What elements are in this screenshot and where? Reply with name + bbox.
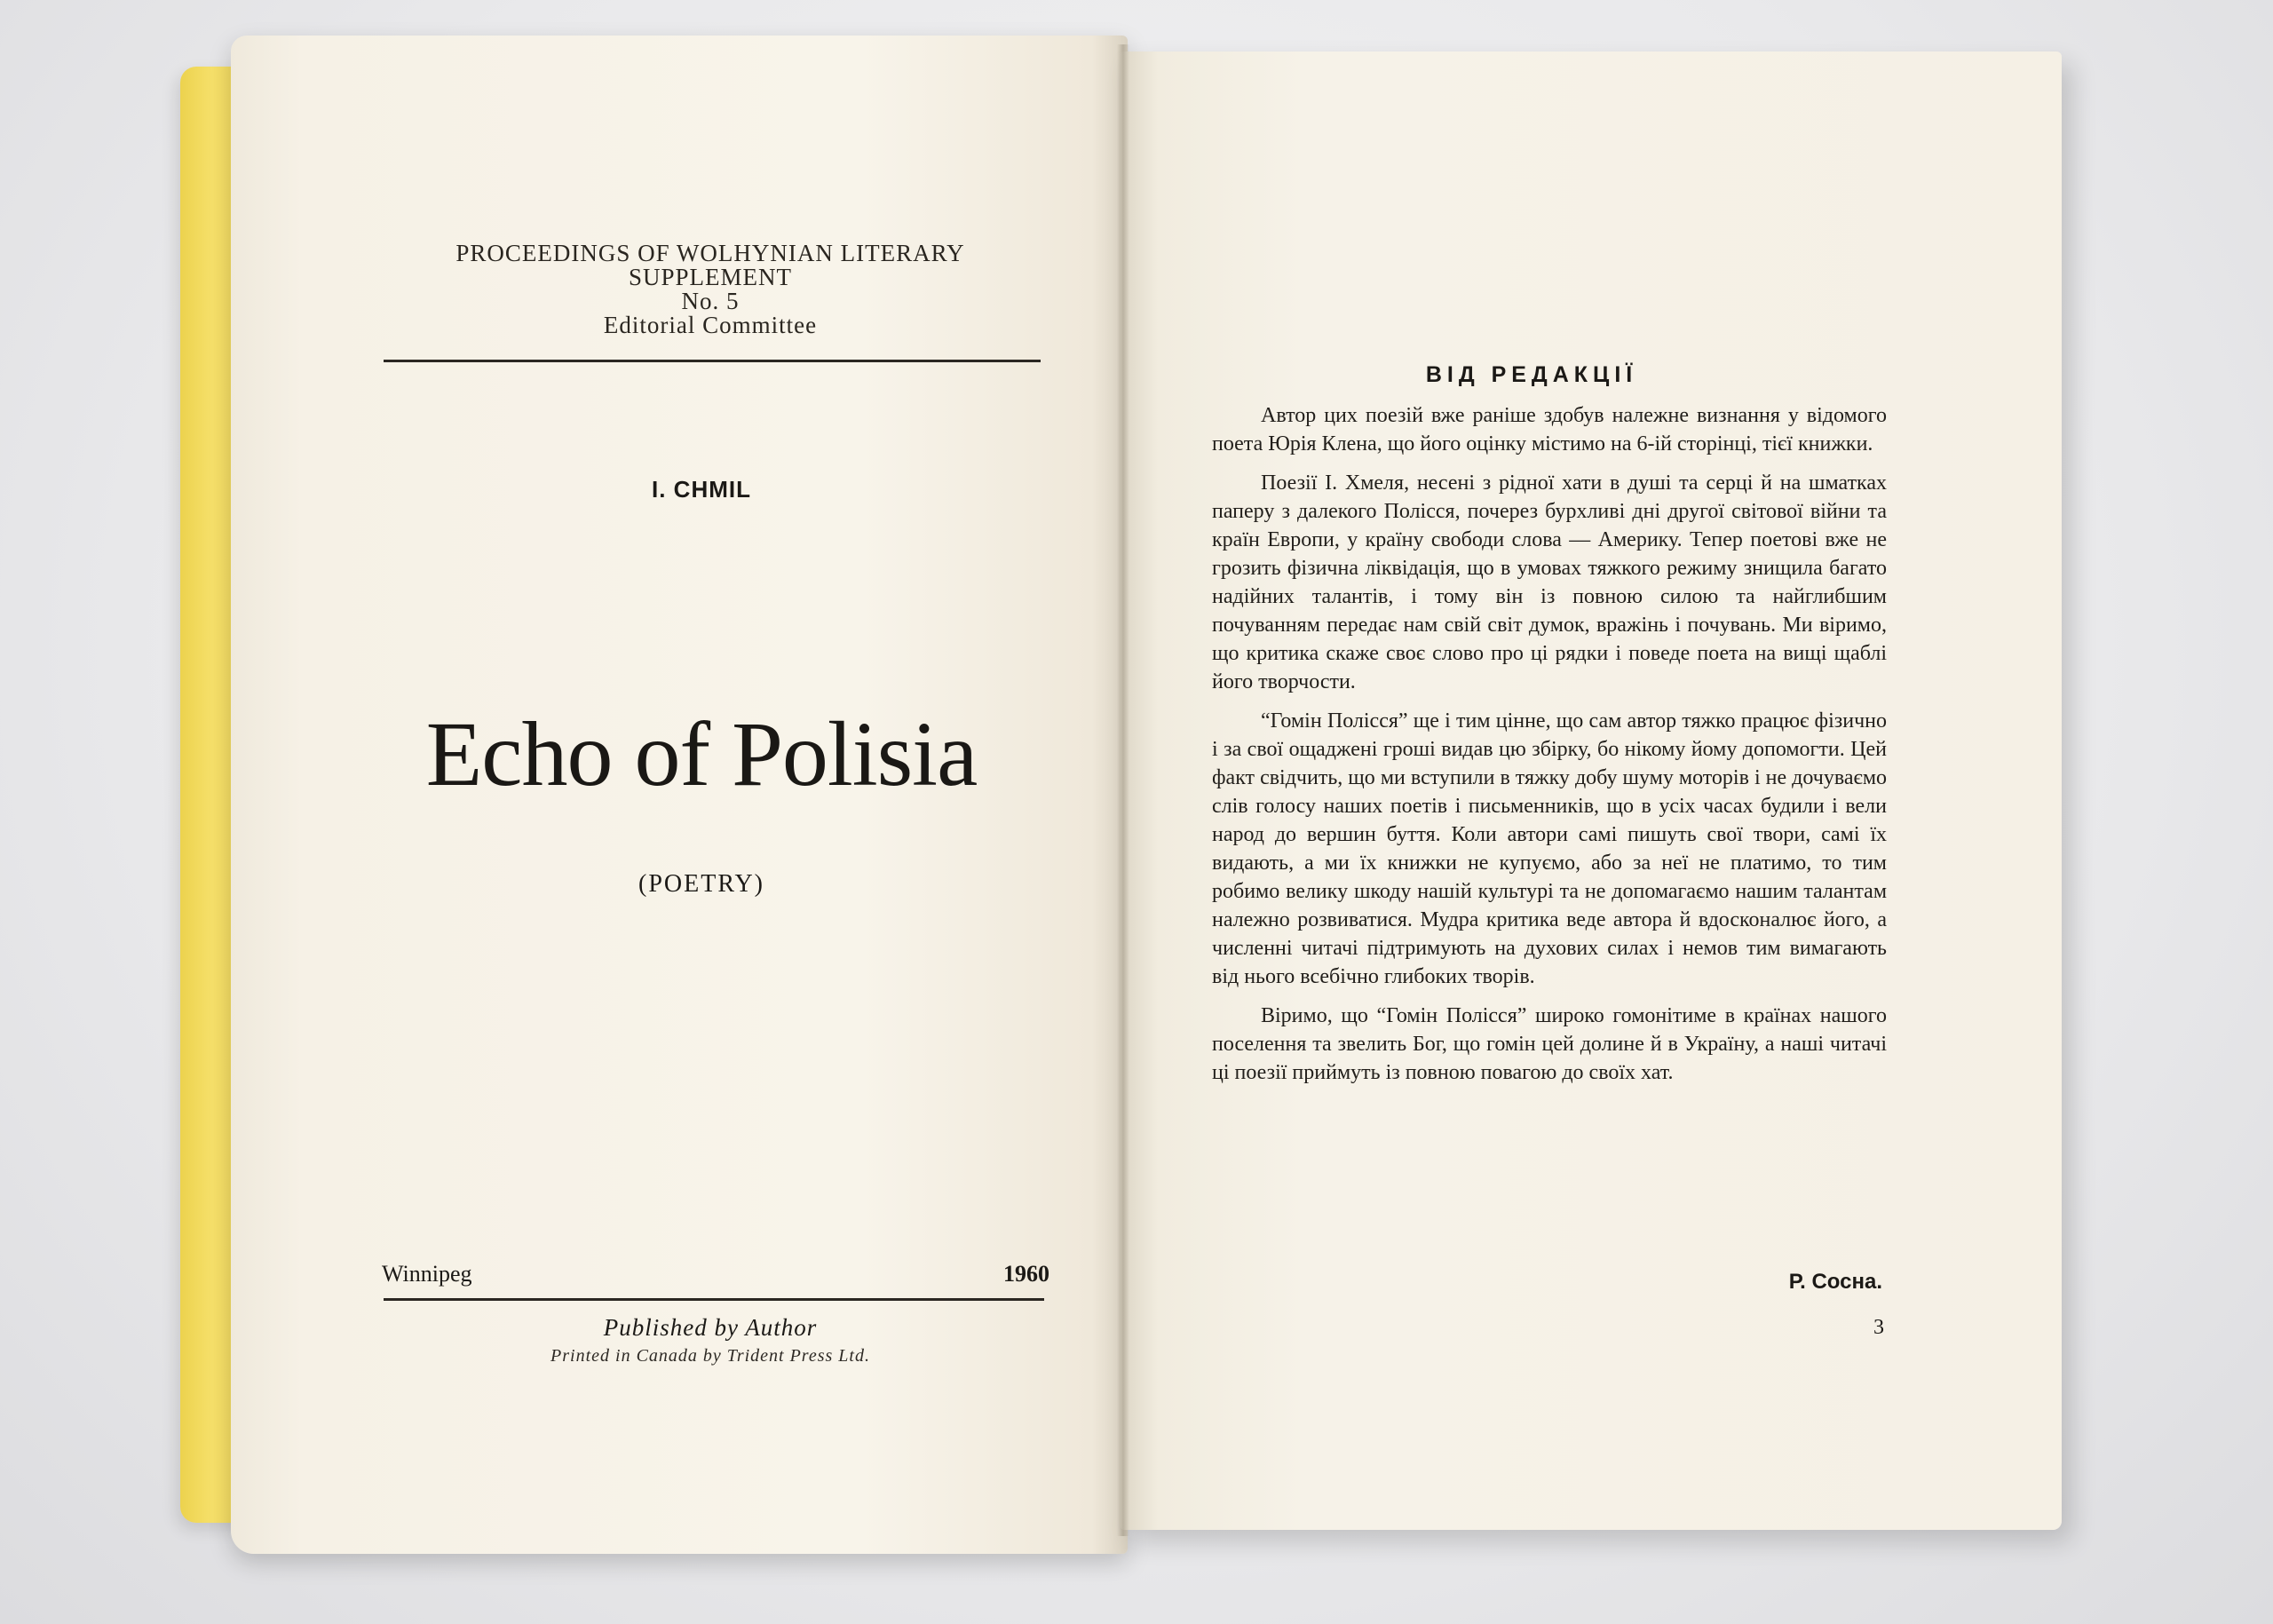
foreword-body bbox=[1212, 401, 1887, 1097]
series-committee: Editorial Committee bbox=[603, 312, 818, 338]
foreword-paragraph: Віримо, що “Гомін Полісся” широко гомонітиме в країнах нашого поселення та звелить Бог, що гомін цей долине й в Україну, а наші читачі ці поезії приймуть із повною повагою до своїх хат. bbox=[1212, 1004, 1887, 1084]
header-rule bbox=[384, 360, 1041, 362]
series-number: No. 5 bbox=[681, 288, 740, 314]
editor-signature: Р. Сосна. bbox=[1788, 1270, 1882, 1294]
foreword-paragraph: Автор цих поезій вже раніше здобув належне визнання у відомого поета Юрія Клена, що його оцінку містимо на 6-ій сторінці, тієї книжки. bbox=[1212, 404, 1887, 456]
printed-by: Printed in Canada by Trident Press Ltd. bbox=[550, 1346, 870, 1366]
foreword-paragraph: “Гомін Полісся” ще і тим цінне, що сам автор тяжко працює фізично і за свої ощаджені гроші видав цю збірку, бо нікому йому допомогти. Цей факт свідчить, що ми вступили в тяжку добу шуму моторів і не дочуваємо слів голосу наших поетів і письменників, що в усіх часах будили і вели народ до вершин буття. Коли автори самі пишуть свої твори, самі їх видають, а ми їх книжки не купуємо, або за неї не платимо, то тим робимо велику шкоду нашій культурі та не допомагаємо нашим талантам належно розвиватися. Мудра критика веде автора й вдосконалює його, а численні читачі підтримують на духових силах і немов тим вимагають від нього всебічно глибоких творів. bbox=[1212, 709, 1887, 988]
series-header bbox=[382, 242, 1039, 337]
published-by: Published by Author bbox=[603, 1314, 818, 1341]
footer-rule bbox=[384, 1298, 1044, 1301]
foreword-paragraph: Поезії І. Хмеля, несені з рідної хати в душі та серці й на шматках паперу з далекого Полісся, почерез бурхливі дні другої світової війни та країн Европи, у країну свободи слова — Америку. Тепер поетові вже не грозить фізична ліквідація, що в умовах тяжкого режиму знищила багато надійних талантів, і тому він із повною силою та найглибшим почуванням передає нам свій світ думок, вражінь і почувань. Ми віримо, що критика скаже своє слово про ці рядки і поведе поета на вищі щаблі його творчости. bbox=[1212, 471, 1887, 693]
publication-year: 1960 bbox=[1003, 1261, 1049, 1287]
page-number: 3 bbox=[1873, 1316, 1884, 1339]
book-gutter bbox=[1117, 44, 1129, 1536]
publication-city: Winnipeg bbox=[382, 1261, 472, 1287]
foreword-heading: ВІД РЕДАКЦІЇ bbox=[1425, 362, 1638, 387]
series-line: PROCEEDINGS OF WOLHYNIAN LITERARY bbox=[455, 240, 965, 266]
series-line: SUPPLEMENT bbox=[628, 264, 793, 290]
genre-label: (POETRY) bbox=[638, 870, 764, 898]
book-title: Echo of Polisia bbox=[425, 703, 978, 805]
author-name: I. CHMIL bbox=[652, 476, 751, 503]
